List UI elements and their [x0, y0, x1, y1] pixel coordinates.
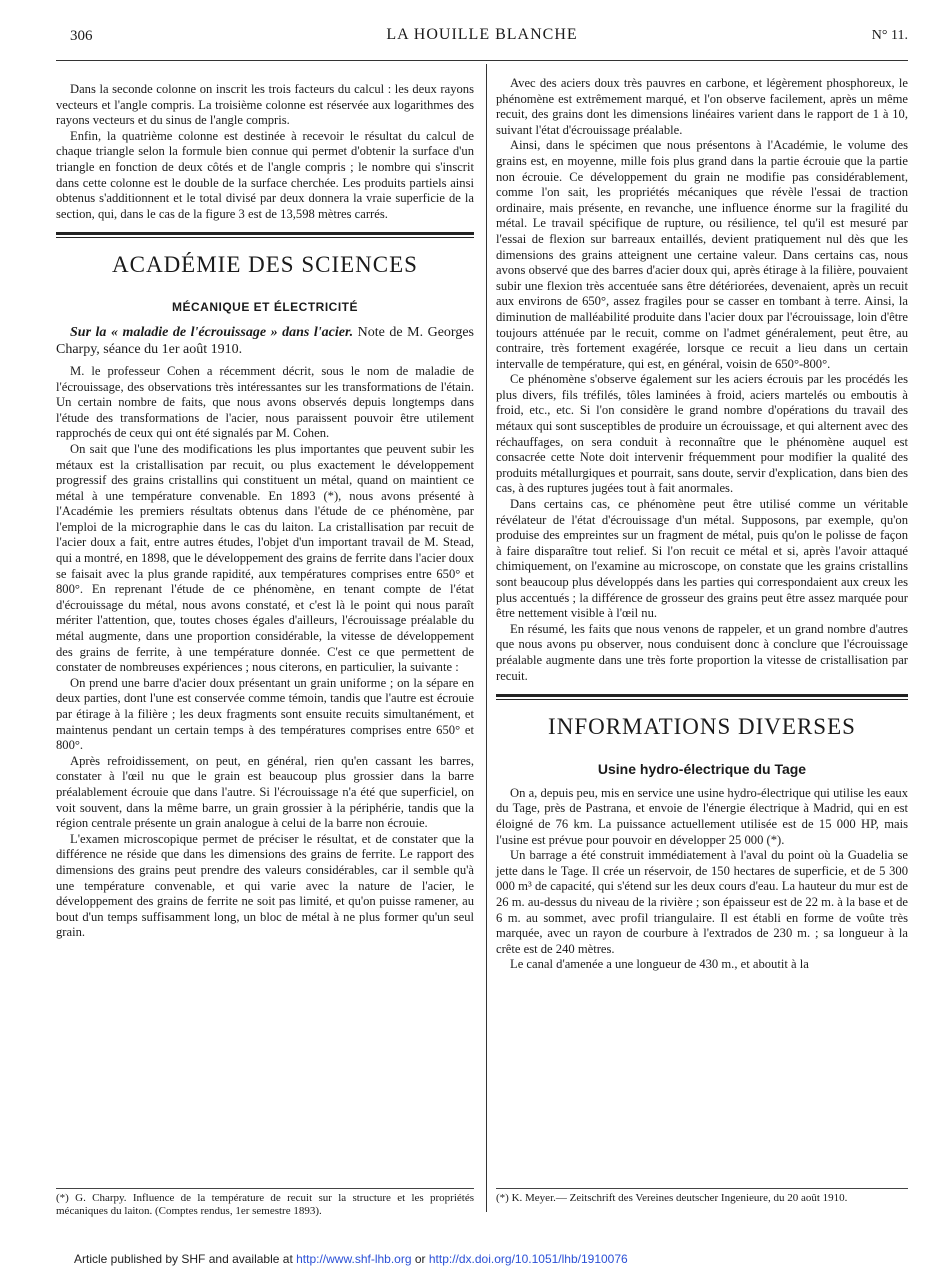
publication-footer	[74, 1252, 628, 1266]
paragraph: Dans la seconde colonne on inscrit les trois facteurs du calcul : les deux rayons vecteurs et l'angle compris. La troisième colonne est réservée aux logarithmes des rayons vecteurs et du sinus de l'angle compris.	[56, 82, 474, 128]
footer-link-shf[interactable]: http://www.shf-lhb.org	[296, 1252, 412, 1266]
section-title-informations: INFORMATIONS DIVERSES	[548, 714, 856, 740]
paragraph: Ce phénomène s'observe également sur les aciers écrouis par les procédés les plus divers, fils tréfilés, tôles laminées à froid, aciers martelés ou emboutis à froid, etc., etc. Si l'on considère le grand nombre d'opérations du travail des métaux qui sont susceptibles de produire un écrouissage, et qui alternent avec des réchauffages, on sera conduit à reconnaître que le phénomène auquel est consacrée cette Note doit intervenir fréquemment pour modifier la qualité des produits métallurgiques et pourrait, sans doute, servir d'explication, dans bien des cas, à des ruptures jugées tout à fait anormales.	[496, 372, 908, 496]
note-title-italic: Sur la « maladie de l'écrouissage » dans l'acier.	[70, 324, 354, 340]
footer-text: Article published by SHF and available at	[74, 1252, 297, 1266]
footer-link-doi[interactable]: http://dx.doi.org/10.1051/lhb/1910076	[428, 1252, 628, 1266]
paragraph: Enfin, la quatrième colonne est destinée à recevoir le résultat du calcul de chaque triangle selon la formule bien connue qui permet d'obtenir la surface d'un triangle en fonction de deux côtés et de l'angle compris ; le nombre qui s'inscrit dans cette colonne est le double de la surface cherchée. Les produits partiels ainsi obtenus s'additionnent et le total divisé par deux donnera la vraie superficie de la section, qui, dans le cas de la figure 3 est de 13,598 mètres carrés.	[56, 128, 474, 221]
paragraph: Après refroidissement, on peut, en général, rien qu'en cassant les barres, constater à l'œil nu que le grain est beaucoup plus grossier dans la barre préalablement écrouie que dans l'autre. Si l'écrouissage n'a été que superficiel, on voit souvent, dans la même barre, un grain grossier à la périphérie, tandis que la région centrale présente un grain analogue à celui de la barre non écrouie.	[56, 753, 474, 831]
footnote-rule	[56, 1188, 474, 1189]
page-header	[56, 26, 908, 50]
footnote-rule	[496, 1188, 908, 1189]
note-title	[56, 324, 474, 358]
paragraph: Le canal d'amenée a une longueur de 430 m., et aboutit à la	[510, 957, 809, 972]
note-title-rest: Note de M. Georges Charpy, séance du 1er août 1910.	[56, 324, 474, 357]
paragraph: Avec des aciers doux très pauvres en carbone, et légèrement phosphoreux, le phénomène est extrêmement marqué, et l'on observe facilement, après un même recuit, des grains dont les dimensions linéaires varient dans le rapport de 1 à 10, suivant l'état d'écrouissage préalable.	[496, 76, 908, 137]
paragraph: On a, depuis peu, mis en service une usine hydro-électrique qui utilise les eaux du Tage, près de Pastrana, et envoie de l'énergie électrique à Madrid, qui en est éloigné de 76 km. La puissance actuellement utilisée est de 15 000 HP, mais l'usine est prévue pour pouvoir en développer 25 000 (*).	[496, 785, 908, 847]
left-column	[56, 82, 474, 941]
header-rule	[56, 60, 908, 61]
paragraph: Un barrage a été construit immédiatement à l'aval du point où la Guadelia se jette dans le Tage. Il crée un réservoir, de 150 hectares de superficie, et de 5 300 000 m³ de capacité, qui s'étend sur les deux cours d'eau. La hauteur du mur est de 26 m. au-dessus du niveau de la rivière ; son épaisseur est de 22 m. à la base et de 6 m. au sommet, avec profil triangulaire. Il est établi en forme de voûte très marquée, avec un rayon de courbure à l'extrados de 230 m. ; sa longueur à la crête est de 240 mètres.	[496, 848, 908, 956]
footnote-left: (*) G. Charpy. Influence de la température de recuit sur la structure et les propriétés mécaniques du laiton. (Comptes rendus, 1er semestre 1893).	[56, 1192, 474, 1217]
page-number: 306	[70, 28, 93, 44]
paragraph: M. le professeur Cohen a récemment décrit, sous le nom de maladie de l'écrouissage, des observations très intéressantes sur les transformations de l'étain. Un certain nombre de faits, que nous avons observés depuis longtemps dans l'étude des transformations de l'acier, nous paraissent pouvoir être utilement rapprochés de ceux qui ont été signalés par M. Cohen.	[56, 363, 474, 441]
issue-number: N° 11.	[871, 28, 908, 43]
subheading-usine: Usine hydro-électrique du Tage	[597, 761, 807, 778]
paragraph: Dans certains cas, ce phénomène peut être utilisé comme un véritable révélateur de l'état d'écrouissage d'un métal. Supposons, par exemple, qu'on produise des empreintes sur un fragment de métal, puis qu'on le polisse de façon à faire disparaître tout relief. Si l'on recuit ce métal et si, après l'avoir attaqué chimiquement, on l'examine au microscope, on constate que les grains cristallins sont beaucoup plus développés dans les parties qui correspondaient aux creux les plus accentués ; la différence de grosseur des grains peut être assez marquée pour être nettement visible à l'œil nu.	[496, 497, 908, 621]
paragraph: En résumé, les faits que nous venons de rappeler, et un grand nombre d'autres que nous avons pu observer, nous conduisent donc à conclure que l'écrouissage préalable augmente dans une très forte proportion la vitesse de cristallisation par recuit.	[496, 621, 908, 683]
paragraph: On sait que l'une des modifications les plus importantes que peuvent subir les métaux est la cristallisation par recuit, ou plus exactement le développement progressif des grains cristallins qui constituent un métal, quand on maintient ce métal à une température convenable. En 1893 (*), nous avons présenté à l'Académie les premiers résultats obtenus dans l'étude de ce phénomène, par l'emploi de la micrographie dans le cas du laiton. La cristallisation par recuit de l'acier doux a fait, entre autres études, l'objet d'un important travail de M. Stead, qui a montré, en 1898, que le développement des grains de ferrite dans l'acier doux se faisait avec la plus grande rapidité, aux températures comprises entre 650° et 800°. En reprenant l'étude de ce phénomène, en tenant compte de l'état d'écrouissage du métal, nous avons constaté, et c'est là le point qui nous paraît mériter l'attention, que, toutes choses égales d'ailleurs, l'écrouissage préalable du métal augmente, dans une proportion considérable, la vitesse de développement des grains de ferrite, à une température donnée. C'est ce que permettent de constater de nombreuses expériences ; nous citerons, en particulier, la suivante :	[56, 441, 474, 675]
section-rule	[56, 232, 474, 238]
section-title-academie: ACADÉMIE DES SCIENCES	[112, 252, 418, 278]
paragraph: On prend une barre d'acier doux présentant un grain uniforme ; on la sépare en deux parties, dont l'une est conservée comme témoin, tandis que l'autre est écrouie par étirage à la filière ; les deux fragments sont ensuite recuits simultanément, et maintenus pendant un certain temps à des températures comprises entre 650° et 800°.	[56, 675, 474, 753]
paragraph: L'examen microscopique permet de préciser le résultat, et de constater que la différence ne réside que dans les dimensions des grains de ferrite. Le rapport des dimensions des grains peut prendre des valeurs considérables, car il semble qu'à une température convenable, et qui varie avec la nature de l'acier, le développement des grains de ferrite ne soit pas limité, et qu'on puisse ramener, au bout d'un temps suffisamment long, un bloc de métal à ne plus former qu'un seul grain.	[56, 831, 474, 940]
column-divider	[486, 64, 487, 1212]
section-rule	[496, 694, 908, 700]
right-column	[496, 76, 908, 973]
paragraph: Ainsi, dans le spécimen que nous présentons à l'Académie, le volume des grains est, en moyenne, mille fois plus grand dans la partie écrouie que la partie non écrouie. Ce développement du grain ne modifie pas considérablement, comme l'on sait, les propriétés mécaniques que révèle l'essai de traction ordinaire, mais présente, en revanche, une influence énorme sur la fragilité du métal. Le travail spécifique de rupture, ou résilience, tel qu'il est mesuré par l'essai de flexion sur barreaux entaillés, devient pratiquement nul dès que les dimensions des grains atteignent une certaine valeur. Dans certains cas, nous avons observé que des barres d'acier doux qui, après étirage à la filière, pouvaient subir une flexion très accentuée sans être détériorées, devenaient, après un recuit aux environs de 650°, assez fragiles pour se casser en tombant à terre. Ainsi, la diminution de malléabilité produite dans l'acier doux par l'écrouissage, loin d'être toujours atténuée par le recuit, comme on l'admet généralement, peut être, au contraire, très fortement exagérée, lorsque ce recuit a lieu dans un certain intervalle de température, qui est, en général, voisin de 650°-800°.	[496, 138, 908, 371]
footnote-right: (*) K. Meyer.— Zeitschrift des Vereines deutscher Ingenieure, du 20 août 1910.	[496, 1192, 848, 1204]
footer-text: or	[411, 1252, 429, 1266]
subheading-mecanique: MÉCANIQUE ET ÉLECTRICITÉ	[171, 300, 358, 315]
journal-title: LA HOUILLE BLANCHE	[386, 26, 578, 43]
